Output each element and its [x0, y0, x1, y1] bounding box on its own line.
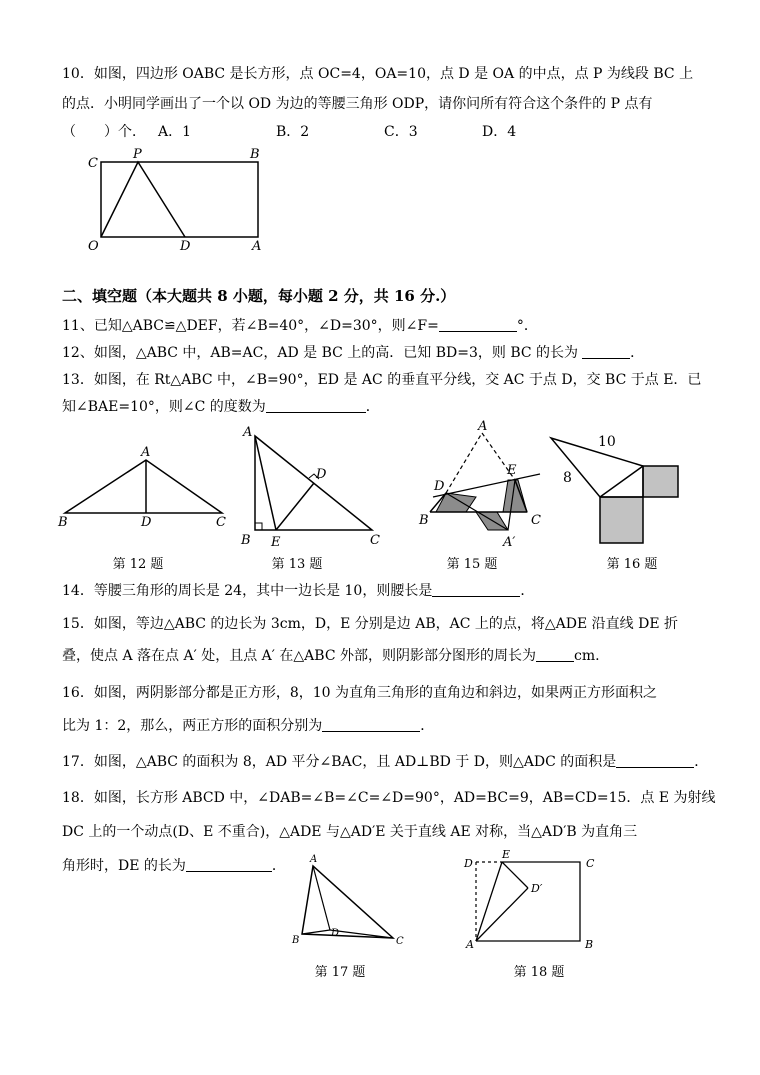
fig18-segment-ed-prime — [502, 862, 528, 888]
q15-text: 叠，使点 A 落在点 A′ 处，且点 A′ 在△ABC 外部，则阴影部分图形的周长为 — [62, 648, 536, 664]
fig17-caption: 第 17 题 — [314, 965, 366, 980]
q10-option-b: B．2 — [276, 124, 310, 140]
fig17-label-c: C — [396, 936, 404, 947]
q10-option-c: C．3 — [384, 124, 418, 140]
fig13-label-d: D — [316, 467, 327, 482]
q17-text: 17．如图，△ABC 的面积为 8，AD 平分∠BAC，且 AD⊥BD 于 D，则△ADC 的面积是 — [62, 754, 617, 770]
fig15-label-a: A — [478, 419, 488, 434]
fig16-label-10: 10 — [598, 434, 616, 450]
fig15-label-e: E — [507, 463, 517, 478]
fig12-label-a: A — [141, 445, 151, 460]
q13-line1: 13．如图，在 Rt△ABC 中，∠B=90°，ED 是 AC 的垂直平分线，交 AC 于点 D，交 BC 于点 E．已 — [62, 372, 702, 388]
fig10-label-d: D — [180, 239, 191, 254]
fig18-label-d: D — [464, 857, 473, 870]
fig12-label-c: C — [216, 515, 226, 530]
fig13-caption: 第 13 题 — [271, 557, 323, 572]
fig12-label-d: D — [141, 515, 152, 530]
q10-option-a: A．1 — [158, 124, 192, 140]
fig16-label-8: 8 — [563, 470, 572, 486]
fig13-label-c: C — [370, 533, 380, 548]
fig10-label-o: O — [88, 239, 99, 254]
fig16-caption: 第 16 题 — [606, 557, 658, 572]
fig18-label-a: A — [466, 938, 474, 951]
fig18-caption: 第 18 题 — [513, 965, 565, 980]
fig18 — [463, 848, 595, 951]
fig15-label-d: D — [434, 479, 445, 494]
q17-suffix: ． — [694, 754, 709, 770]
fig10-label-p: P — [133, 147, 142, 162]
fig18-segment-ae — [476, 862, 502, 941]
fig13-label-a: A — [243, 425, 253, 440]
fig10-label-a: A — [252, 239, 262, 254]
fig15-label-a-prime: A′ — [503, 535, 516, 550]
q14-text: 14．等腰三角形的周长是 24，其中一边长是 10，则腰长是 — [62, 583, 433, 599]
fig18-label-d-prime: D′ — [531, 882, 543, 895]
fig17-label-b: B — [292, 935, 300, 946]
fig17-label-a: A — [310, 854, 318, 865]
q10-prefix: （ ）个． — [62, 124, 146, 140]
fig17-segment-bd — [302, 930, 330, 934]
fig15-label-c: C — [531, 513, 541, 528]
q16-text: 比为 1：2，那么，两正方形的面积分别为 — [62, 718, 323, 734]
fig18-segment-ad-prime — [476, 888, 528, 941]
fig18-rectangle — [476, 862, 580, 941]
fig13-label-b: B — [241, 533, 251, 548]
q18-suffix: ． — [271, 858, 286, 874]
q13-text: 知∠BAE=10°，则∠C 的度数为 — [62, 399, 266, 415]
fig10-label-c: C — [88, 156, 98, 171]
q13-suffix: ． — [365, 399, 380, 415]
section2-title: 二、填空题（本大题共 8 小题，每小题 2 分，共 16 分.） — [62, 287, 456, 305]
q10-line2: 的点．小明同学画出了一个以 OD 为边的等腰三角形 ODP，请你问所有符合这个条件的 P 点有 — [62, 96, 653, 112]
q10-option-d: D．4 — [482, 124, 517, 140]
q16-suffix: ． — [420, 718, 435, 734]
q12-text: 12、如图，△ABC 中，AB=AC，AD 是 BC 上的高．已知 BD=3，则 BC 的长为 — [62, 345, 579, 361]
q12-suffix: ． — [630, 345, 645, 361]
q10-line1: 10．如图，四边形 OABC 是长方形，点 OC=4，OA=10，点 D 是 OA 的中点，点 P 为线段 BC 上 — [62, 66, 694, 82]
q18-line2: DC 上的一个动点(D、E 不重合)，△ADE 与△AD′E 关于直线 AE 对称，当△AD′B 为直角三 — [62, 824, 638, 840]
fig18-label-b: B — [585, 938, 594, 951]
fig13-label-e: E — [271, 535, 281, 550]
q18-line1: 18．如图，长方形 ABCD 中，∠DAB=∠B=∠C=∠D=90°，AD=BC=9，AB=CD=15．点 E 为射线 — [62, 790, 716, 806]
fig10-label-b: B — [250, 147, 260, 162]
fig17-label-d: D — [331, 928, 340, 939]
fig12-label-b: B — [58, 515, 68, 530]
fig18-label-c: C — [586, 857, 595, 870]
fig15-label-b: B — [419, 513, 429, 528]
fig18-label-e: E — [502, 848, 511, 861]
fig15-caption: 第 15 题 — [446, 557, 498, 572]
fig17-segment-ad — [313, 866, 330, 930]
q11-suffix: °． — [516, 318, 538, 334]
q15-suffix: cm. — [573, 648, 600, 664]
q14-suffix: ． — [520, 583, 535, 599]
q15-line1: 15．如图，等边△ABC 的边长为 3cm，D，E 分别是边 AB，AC 上的点，将△ADE 沿直线 DE 折 — [62, 616, 679, 632]
fig12-caption: 第 12 题 — [112, 557, 164, 572]
q16-line1: 16．如图，两阴影部分都是正方形，8，10 为直角三角形的直角边和斜边，如果两正方形面积之 — [62, 685, 657, 701]
fig17 — [291, 854, 404, 947]
q11-text: 11、已知△ABC≌△DEF，若∠B=40°，∠D=30°，则∠F= — [62, 318, 439, 334]
q18-text: 角形时，DE 的长为 — [62, 858, 186, 874]
